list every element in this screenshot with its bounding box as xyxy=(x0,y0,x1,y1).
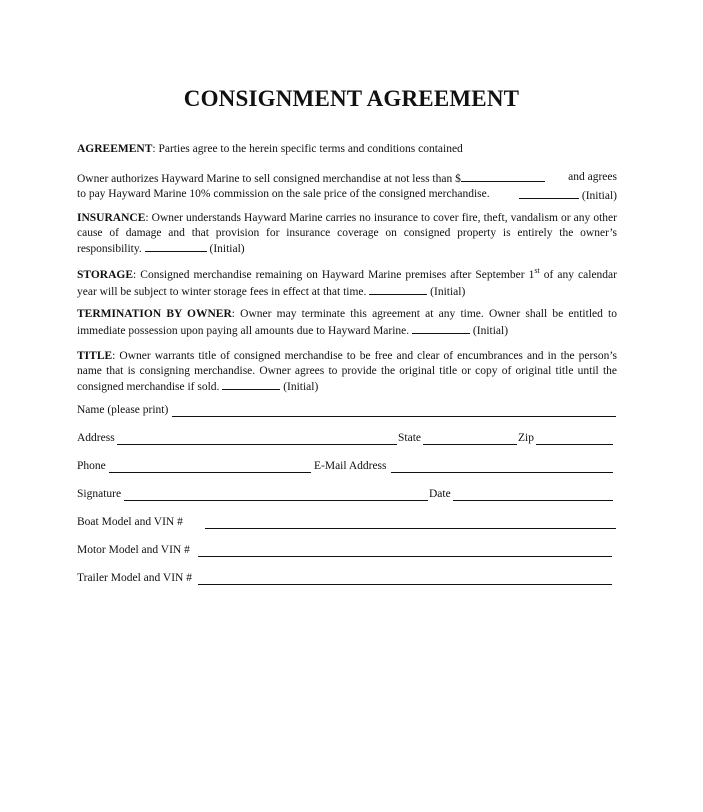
phone-field-row xyxy=(77,460,617,476)
boat-label: Boat Model and VIN # xyxy=(77,516,183,528)
date-input-line[interactable] xyxy=(453,500,613,501)
title-clause-text: : Owner warrants title of consigned merchandise to be free and clear of encumbrances and in the person’s name that is consigning merchandise. Owner agrees to provide the original title or copy of original title until the consigned merchandise if sold. xyxy=(77,350,617,393)
storage-sup: st xyxy=(534,266,540,276)
authorization-clause xyxy=(77,170,617,203)
phone-input-line[interactable] xyxy=(109,472,311,473)
storage-initial-label: (Initial) xyxy=(430,285,466,298)
storage-clause xyxy=(77,268,617,299)
insurance-initial-label: (Initial) xyxy=(209,243,245,255)
insurance-initial-blank[interactable] xyxy=(145,240,207,252)
name-field-row xyxy=(77,404,617,420)
insurance-clause xyxy=(77,211,617,257)
email-label: E-Mail Address xyxy=(314,460,387,472)
signature-label: Signature xyxy=(77,488,122,500)
signature-field-row xyxy=(77,488,617,504)
termination-initial-blank[interactable] xyxy=(412,322,470,334)
termination-initial-label: (Initial) xyxy=(472,324,509,337)
name-label: Name (please print) xyxy=(77,404,169,416)
storage-text-2: of any calendar year will be subject to winter storage fees in effect at that time. xyxy=(77,269,617,298)
title-clause xyxy=(77,349,617,395)
storage-text-1: : Consigned merchandise remaining on Hayward Marine premises after September 1 xyxy=(133,269,535,281)
agreement-clause xyxy=(77,142,617,157)
phone-label: Phone xyxy=(77,460,106,472)
authorization-text-2: and agrees xyxy=(568,171,617,183)
title-initial-blank[interactable] xyxy=(222,378,280,390)
authorization-initial-blank[interactable] xyxy=(519,187,579,199)
agreement-text: : Parties agree to the herein specific terms and conditions contained xyxy=(152,143,463,155)
agreement-heading: AGREEMENT xyxy=(77,143,153,155)
motor-input-line[interactable] xyxy=(198,556,612,557)
boat-field-row xyxy=(77,516,617,532)
state-input-line[interactable] xyxy=(423,444,517,445)
boat-input-line[interactable] xyxy=(205,528,616,529)
signature-input-line[interactable] xyxy=(124,500,428,501)
title-clause-heading: TITLE xyxy=(77,350,113,362)
motor-field-row xyxy=(77,544,617,560)
address-field-row xyxy=(77,432,617,448)
trailer-input-line[interactable] xyxy=(198,584,612,585)
title-initial-label: (Initial) xyxy=(283,381,319,393)
authorization-text-3: to pay Hayward Marine 10% commission on the sale price of the consigned merchandise. xyxy=(77,187,490,200)
termination-clause xyxy=(77,307,617,338)
trailer-field-row xyxy=(77,572,617,588)
address-input-line[interactable] xyxy=(117,444,397,445)
minimum-price-blank[interactable] xyxy=(461,170,545,182)
insurance-heading: INSURANCE xyxy=(77,212,146,224)
address-label: Address xyxy=(77,432,115,444)
motor-label: Motor Model and VIN # xyxy=(77,544,190,556)
date-label: Date xyxy=(429,488,451,500)
authorization-initial-label: (Initial) xyxy=(581,189,617,202)
storage-heading: STORAGE xyxy=(77,269,134,281)
termination-heading: TERMINATION BY OWNER xyxy=(77,308,232,320)
storage-initial-blank[interactable] xyxy=(369,283,427,295)
name-input-line[interactable] xyxy=(172,416,616,417)
zip-input-line[interactable] xyxy=(536,444,613,445)
zip-label: Zip xyxy=(518,432,534,444)
trailer-label: Trailer Model and VIN # xyxy=(77,572,192,584)
insurance-text: : Owner understands Hayward Marine carries no insurance to cover fire, theft, vandalism or any other cause of damage and that provision for insurance coverage on consigned property is entirely the owner’s responsibility. xyxy=(77,212,617,255)
document-title: CONSIGNMENT AGREEMENT xyxy=(183,86,520,111)
email-input-line[interactable] xyxy=(391,472,613,473)
state-label: State xyxy=(398,432,421,444)
authorization-text-1: Owner authorizes Hayward Marine to sell consigned merchandise at not less than $ xyxy=(77,173,461,185)
termination-text: : Owner may terminate this agreement at any time. Owner shall be entitled to immediate possession upon paying all amounts due to Hayward Marine. xyxy=(77,308,618,337)
